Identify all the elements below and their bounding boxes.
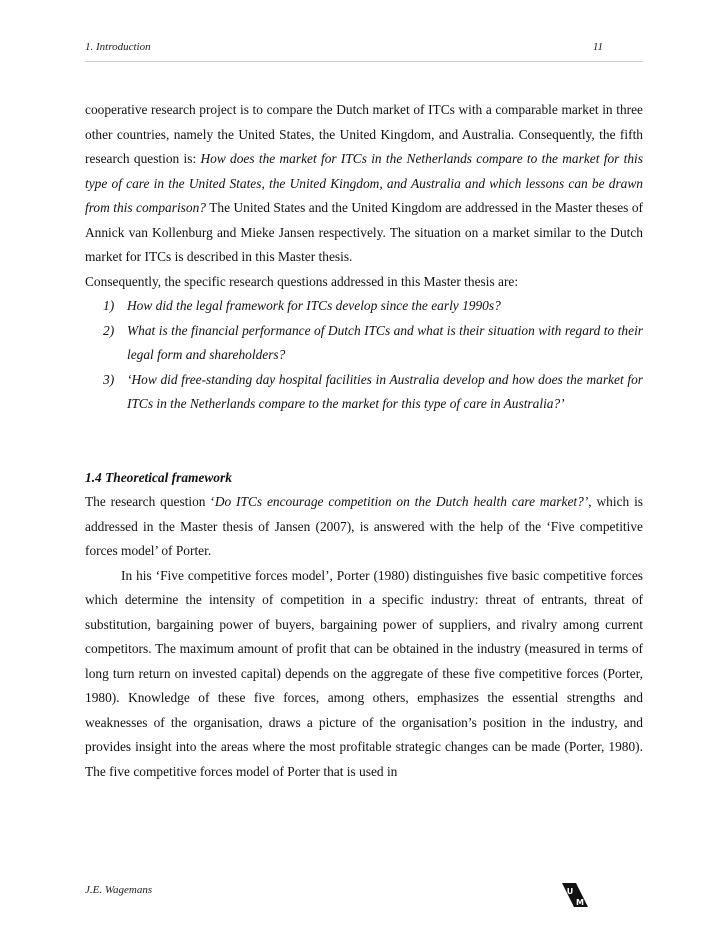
list-item-number: 3) — [103, 371, 115, 387]
page-header — [85, 41, 603, 53]
framework-paragraph-1 — [85, 490, 643, 564]
framework-question: Do ITCs encourage competition on the Dutch health care market?’ — [214, 494, 589, 509]
list-item — [85, 294, 643, 319]
page-body — [85, 98, 643, 784]
framework-text-a: The research question ‘ — [85, 494, 215, 509]
framework-paragraph-2: In his ‘Five competitive forces model’, Porter (1980) distinguishes five basic competitive forces which determine the intensity of competition in a specific industry: threat of entrants, threat of substitution, bargaining power of buyers, bargaining power of suppliers, and rivalry among current competitors. The maximum amount of profit that can be obtained in the industry (measured in terms of long turn return on invested capital) depends on the aggregate of these five competitive forces (Porter, 1980). Knowledge of these five forces, among others, emphasizes the essential strengths and weaknesses of the organisation, draws a picture of the organisation’s position in the industry, and provides insight into the areas where the most profitable strategic changes can be made (Porter, 1980). The five competitive forces model of Porter that is used in — [85, 567, 643, 779]
logo-letter-m: M — [576, 898, 584, 907]
intro-text-b: The United States and the United Kingdom are addressed in the Master theses of Annick van Kollenburg and Mieke Jansen respectively. The situation on a market similar to the Dutch market for ITCs is described in this Master thesis. — [85, 200, 643, 264]
section-spacer — [85, 417, 643, 466]
intro-paragraph — [85, 98, 643, 270]
page-footer-author: J.E. Wagemans — [85, 884, 153, 896]
header-rule — [85, 61, 643, 62]
questions-lead: Consequently, the specific research questions addressed in this Master thesis are: — [85, 273, 519, 289]
section-heading: 1.4 Theoretical framework — [85, 469, 232, 485]
list-item-text: What is the financial performance of Dutch ITCs and what is their situation with regard to their legal form and shareholders? — [127, 322, 643, 362]
header-page-number: 11 — [592, 41, 603, 53]
list-item — [85, 319, 643, 368]
framework-text-b: , which is addressed in the Master thesis of Jansen (2007), is answered with the help of the ‘Five competitive forces model’ of Porter. — [85, 494, 643, 558]
intro-text-a: cooperative research project is to compare the Dutch market of ITCs with a comparable market in three other countries, namely the United States, the United Kingdom, and Australia. Consequently, the fifth research question is: — [85, 102, 643, 166]
list-item-text: How did the legal framework for ITCs develop since the early 1990s? — [127, 298, 501, 313]
research-questions-list — [85, 294, 643, 417]
list-item — [85, 368, 643, 417]
fifth-research-question: How does the market for ITCs in the Netherlands compare to the market for this type of care in the United States, the United Kingdom, and Australia and which lessons can be drawn from this comparison? — [85, 151, 643, 215]
header-section-title: 1. Introduction — [85, 41, 151, 53]
logo-letter-u: U — [566, 887, 574, 896]
list-item-text: ‘How did free-standing day hospital facilities in Australia develop and how does the market for ITCs in the Netherlands compare to the market for this type of care in Australia?’ — [127, 371, 643, 411]
university-logo-icon — [560, 880, 590, 910]
list-item-number: 1) — [103, 298, 115, 313]
list-item-number: 2) — [103, 322, 115, 338]
